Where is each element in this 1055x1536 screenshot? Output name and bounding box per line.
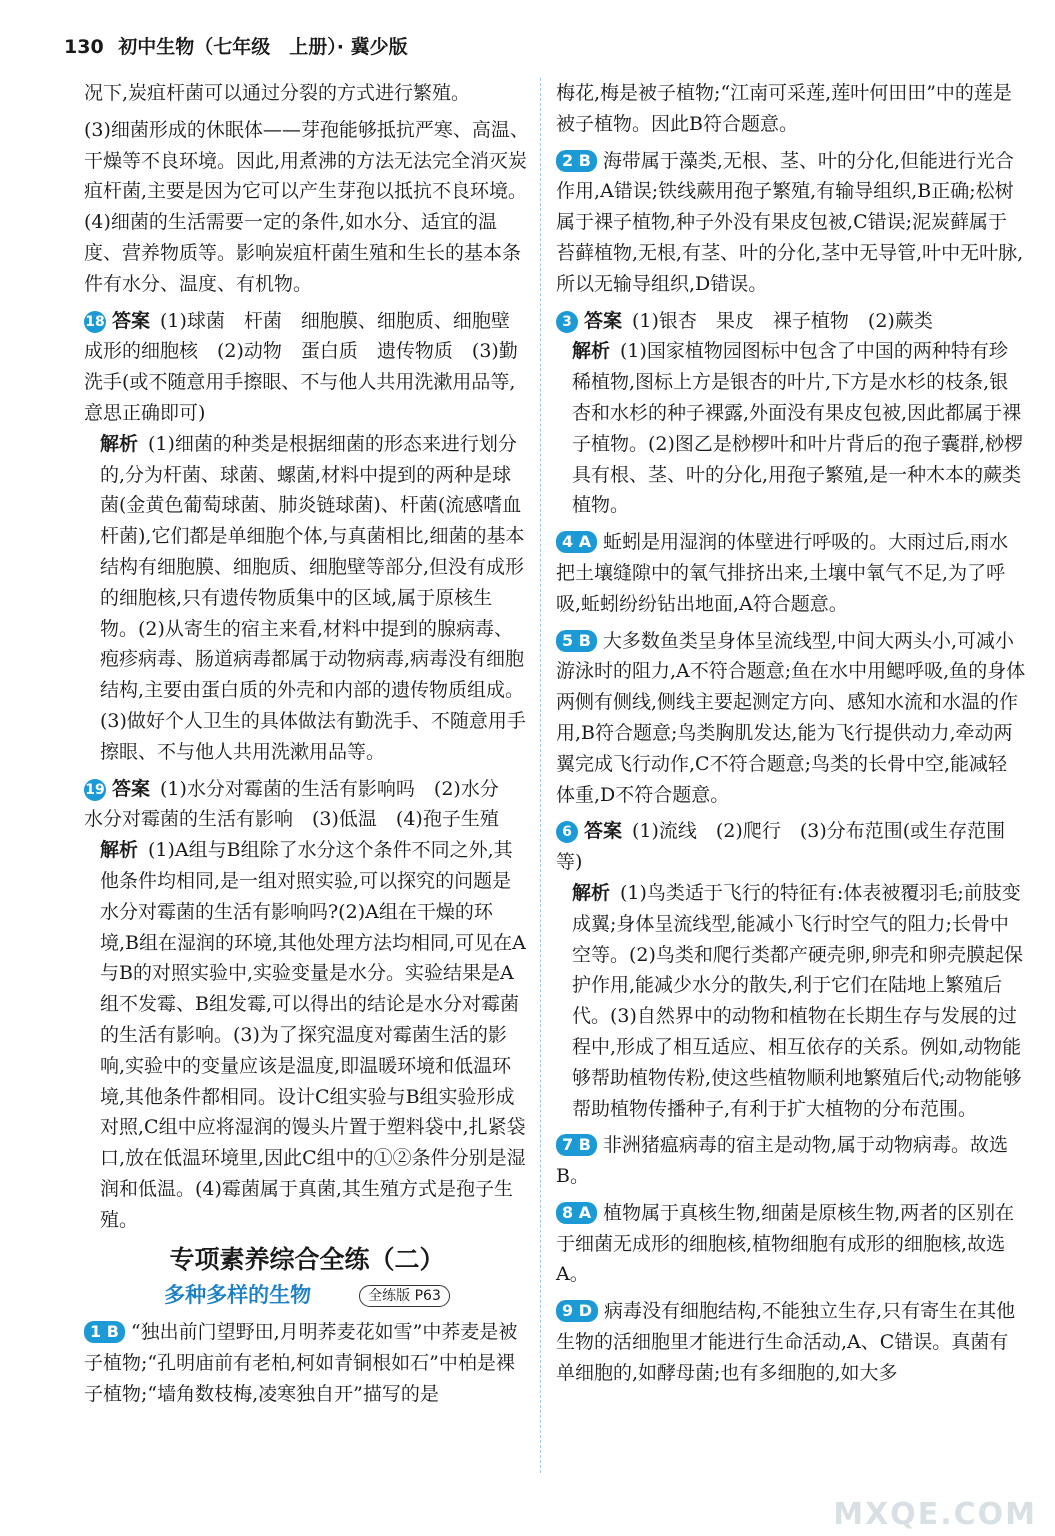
analysis-text: (1)国家植物园图标中包含了中国的两种特有珍稀植物,图标上方是银杏的叶片,下方是水杉的枝条,银杏和水杉的种子裸露,外面没有果皮包被,因此都属于裸子植物。(2)图乙是桫椤叶和叶片背后的孢子囊群,桫椤具有根、茎、叶的分化,用孢子繁殖,是一种木本的蕨类植物。 [572,340,1023,517]
question-text: 蚯蚓是用湿润的体壁进行呼吸的。大雨过后,雨水把土壤缝隙中的氧气排挤出来,土壤中氧气不足,为了呼吸,蚯蚓纷纷钻出地面,A符合题意。 [556,531,1009,615]
question-1 [84,1317,530,1409]
analysis-text: (1)鸟类适于飞行的特征有:体表被覆羽毛;前肢变成翼;身体呈流线型,能减小飞行时空气的阻力;长骨中空等。(2)鸟类和爬行类都产硬壳卵,卵壳和卵壳膜起保护作用,能减少水分的散失,利于它们在陆地上繁殖后代。(3)自然界中的动物和植物在长期生存与发展的过程中,形成了相互适应、相互依存的关系。例如,动物能够帮助植物传粉,使这些植物顺利地繁殖后代;动物能够帮助植物传播种子,有利于扩大植物的分布范围。 [572,881,1023,1120]
section-subtitle-row [84,1280,530,1311]
section-subtitle: 多种多样的生物 [164,1283,312,1308]
left-column [84,78,530,1415]
column-divider [540,78,541,1473]
question-9 [556,1296,1026,1388]
answer-text: (1)水分对霉菌的生活有影响吗 (2)水分 水分对霉菌的生活有影响 (3)低温 (4)孢子生殖 [84,777,518,831]
analysis-label: 解析 [572,340,611,363]
analysis [556,878,1026,1124]
question-6 [556,816,1026,1124]
answer-badge: 7 B [556,1134,597,1156]
question-text: 非洲猪瘟病毒的宿主是动物,属于动物病毒。故选B。 [556,1134,1008,1188]
analysis-text: (1)细菌的种类是根据细菌的形态来进行划分的,分为杆菌、球菌、螺菌,材料中提到的两种是球菌(金黄色葡萄球菌、肺炎链球菌)、杆菌(流感嗜血杆菌),它们都是单细胞个体,与真菌相比,细菌的基本结构有细胞膜、细胞质、细胞壁等部分,但没有成形的细胞核,只有遗传物质集中的区域,属于原核生物。(2)从寄生的宿主来看,材料中提到的腺病毒、疱疹病毒、肠道病毒都属于动物病毒,病毒没有细胞结构,主要由蛋白质的外壳和内部的遗传物质组成。(3)做好个人卫生的具体做法有勤洗手、不随意用手擦眼、不与他人共用洗漱用品等。 [100,432,526,763]
answer-text: (1)球菌 杆菌 细胞膜、细胞质、细胞壁 成形的细胞核 (2)动物 蛋白质 遗传物质 (3)勤洗手(或不随意用手擦眼、不与他人共用洗漱用品等,意思正确即可) [84,309,529,424]
question-7 [556,1130,1026,1192]
question-18 [84,306,530,768]
page-number: 130 [64,36,104,58]
answer-badge: 5 B [556,630,597,652]
analysis-text: (1)A组与B组除了水分这个条件不同之外,其他条件均相同,是一组对照实验,可以探究的问题是水分对霉菌的生活有影响吗?(2)A组在干燥的环境,B组在湿润的环境,其他处理方法均相同,可见在A与B的对照实验中,实验变量是水分。实验结果是A组不发霉、B组发霉,可以得出的结论是水分对霉菌的生活有影响。(3)为了探究温度对霉菌生活的影响,实验中的变量应该是温度,即温暖环境和低温环境,其他条件都相同。设计C组实验与B组实验形成对照,C组中应将湿润的馒头片置于塑料袋中,扎紧袋口,放在低温环境里,因此C组中的①②条件分别是湿润和低温。(4)霉菌属于真菌,其生殖方式是孢子生殖。 [100,839,526,1231]
answer-badge: 9 D [556,1300,598,1322]
analysis [84,429,530,768]
question-5 [556,626,1026,811]
book-title: 初中生物（七年级 上册）· 冀少版 [118,36,408,58]
question-8 [556,1198,1026,1290]
question-text: 病毒没有细胞结构,不能独立生存,只有寄生在其他生物的活细胞里才能进行生命活动,A、C错误。真菌有单细胞的,如酵母菌;也有多细胞的,如大多 [556,1300,1016,1384]
answer-label: 答案 [112,309,151,332]
answer-text: (1)银杏 果皮 裸子植物 (2)蕨类 [632,309,933,332]
question-1-continued: 梅花,梅是被子植物;“江南可采莲,莲叶何田田”中的莲是被子植物。因此B符合题意。 [556,82,1012,135]
question-3 [556,306,1026,522]
answer-text: (1)流线 (2)爬行 (3)分布范围(或生存范围等) [556,820,1006,874]
right-column [556,78,1026,1395]
intro-paragraph-2: (3)细菌形成的休眠体——芽孢能够抵抗严寒、高温、干燥等不良环境。因此,用煮沸的方法无法完全消灭炭疽杆菌,主要是因为它可以产生芽孢以抵抗不良环境。(4)细菌的生活需要一定的条件,如水分、适宜的温度、营养物质等。影响炭疽杆菌生殖和生长的基本条件有水分、温度、有机物。 [84,118,529,295]
answer-badge: 1 B [84,1321,125,1343]
analysis [84,835,530,1235]
answer-label: 答案 [584,309,623,332]
site-watermark: MXQE.COM [833,1497,1037,1532]
intro-paragraph-1: 况下,炭疽杆菌可以通过分裂的方式进行繁殖。 [84,82,471,104]
question-text: 植物属于真核生物,细菌是原核生物,两者的区别在于细菌无成形的细胞核,植物细胞有成形的细胞核,故选A。 [556,1201,1015,1286]
answer-badge: 8 A [556,1202,597,1224]
question-number-badge: 18 [84,311,106,333]
answer-badge: 2 B [556,150,597,172]
page-header [64,32,408,59]
question-text: “独出前门望野田,月明荞麦花如雪”中荞麦是被子植物;“孔明庙前有老柏,柯如青铜根如石”中柏是裸子植物;“墙角数枝梅,凌寒独自开”描写的是 [84,1321,518,1405]
question-number-badge: 19 [84,779,106,801]
question-text: 海带属于藻类,无根、茎、叶的分化,但能进行光合作用,A错误;铁线蕨用孢子繁殖,有输导组织,B正确;松树属于裸子植物,种子外没有果皮包被,C错误;泥炭藓属于苔藓植物,无根,有茎、叶的分化,茎中无导管,叶中无叶脉,所以无输导组织,D错误。 [556,149,1024,295]
analysis [556,336,1026,521]
question-4 [556,527,1026,619]
answer-label: 答案 [112,777,151,800]
question-number-badge: 3 [556,311,578,333]
answer-badge: 4 A [556,531,597,553]
analysis-label: 解析 [100,432,139,455]
analysis-label: 解析 [100,839,139,862]
question-19 [84,774,530,1236]
page-reference-badge: 全练版 P63 [359,1285,450,1307]
question-number-badge: 6 [556,821,578,843]
answer-label: 答案 [584,820,623,843]
question-2 [556,146,1026,300]
analysis-label: 解析 [572,881,611,904]
section-title: 专项素养综合全练（二） [169,1245,445,1275]
question-text: 大多数鱼类呈身体呈流线型,中间大两头小,可减小游泳时的阻力,A不符合题意;鱼在水中用鳃呼吸,鱼的身体两侧有侧线,侧线主要起测定方向、感知水流和水温的作用,B符合题意;鸟类胸肌发达,能为飞行提供动力,牵动两翼完成飞行动作,C不符合题意;鸟类的长骨中空,能减轻体重,D不符合题意。 [556,629,1026,806]
